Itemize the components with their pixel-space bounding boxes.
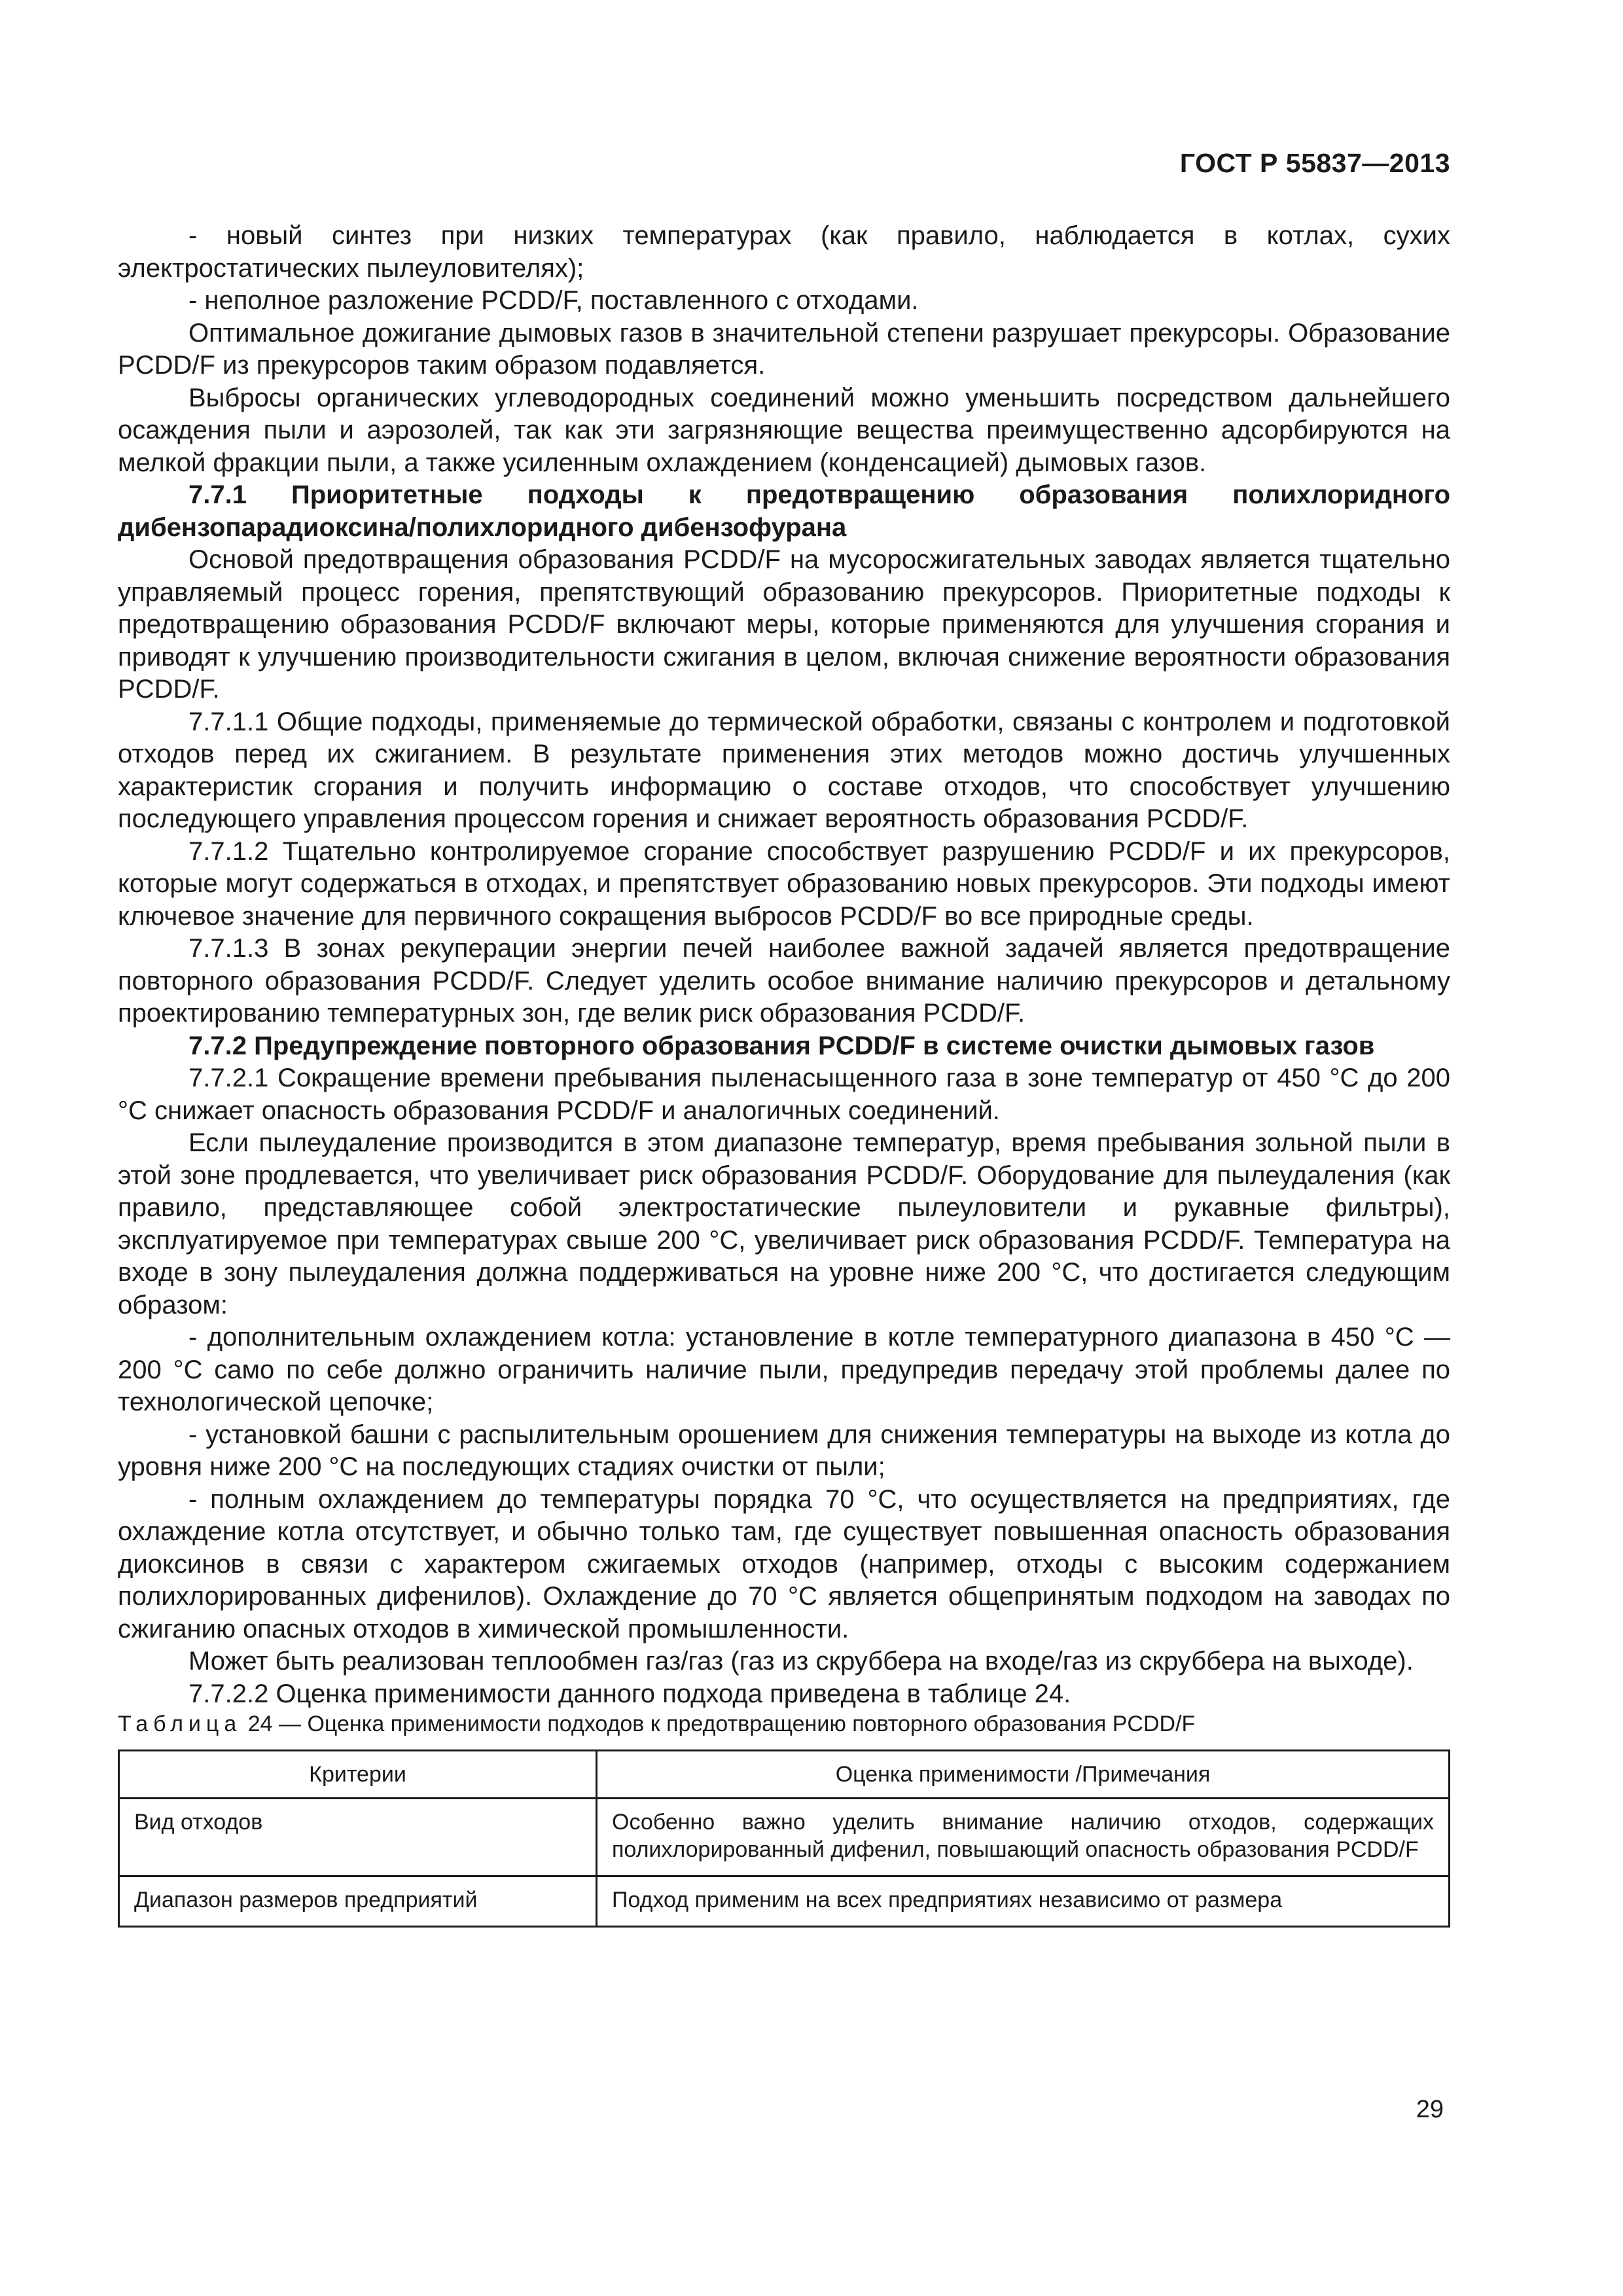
- paragraph: 7.7.1.1 Общие подходы, применяемые до термической обработки, связаны с контролем и подготовкой отходов перед их сжиганием. В результате применения этих методов можно достичь улучшенных характеристик сгорания и получить информацию о составе отходов, что способствует улучшению последующего управления процессом горения и снижает вероятность образования PCDD/F.: [118, 707, 1450, 833]
- paragraph: - дополнительным охлаждением котла: установление в котле температурного диапазона в 450 °С — 200 °С само по себе должно ограничить наличие пыли, предупредив передачу этой проблемы далее по технологической цепочке;: [118, 1323, 1450, 1416]
- section-heading-7-7-2: 7.7.2 Предупреждение повторного образования PCDD/F в системе очистки дымовых газов: [188, 1031, 1375, 1060]
- table-caption: [118, 1710, 1450, 1738]
- paragraph: Может быть реализован теплообмен газ/газ (газ из скруббера на входе/газ из скруббера на выходе).: [188, 1647, 1414, 1676]
- paragraph: - полным охлаждением до температуры порядка 70 °С, что осуществляется на предприятиях, где охлаждение котла отсутствует, и обычно только там, где существует повышенная опасность образования диоксинов в связи с характером сжигаемых отходов (например, отходы с высоким содержанием полихлорированных дифенилов). Охлаждение до 70 °С является общепринятым подходом на заводах по сжиганию опасных отходов в химической промышленности.: [118, 1484, 1450, 1643]
- document-code: ГОСТ Р 55837—2013: [1179, 148, 1450, 178]
- table-cell-criterion: Диапазон размеров предприятий: [119, 1876, 597, 1927]
- section-heading-7-7-1: 7.7.1 Приоритетные подходы к предотвращению образования полихлоридного дибензопарадиоксина/полихлоридного дибензофурана: [118, 480, 1450, 542]
- column-header-criteria: Критерии: [119, 1751, 597, 1799]
- applicability-table: [118, 1749, 1450, 1928]
- paragraph: 7.7.1.2 Тщательно контролируемое сгорание способствует разрушению PCDD/F и их прекурсоров, которые могут содержаться в отходах, и препятствует образованию новых прекурсоров. Эти подходы имеют ключевое значение для первичного сокращения выбросов PCDD/F во все природные среды.: [118, 836, 1450, 931]
- paragraph: Основой предотвращения образования PCDD/F на мусоросжигательных заводах является тщательно управляемый процесс горения, препятствующий образованию прекурсоров. Приоритетные подходы к предотвращению образования PCDD/F включают меры, которые применяются для улучшения сгорания и приводят к улучшению производительности сжигания в целом, включая снижение вероятности образования PCDD/F.: [118, 545, 1450, 704]
- table-caption-label: Таблица: [118, 1712, 242, 1736]
- table-caption-text: 24 — Оценка применимости подходов к предотвращению повторного образования PCDD/F: [247, 1712, 1196, 1736]
- document-body: [118, 220, 1450, 1928]
- column-header-assessment: Оценка применимости /Примечания: [597, 1751, 1450, 1799]
- table-cell-assessment: Подход применим на всех предприятиях независимо от размера: [597, 1876, 1450, 1927]
- paragraph: 7.7.2.1 Сокращение времени пребывания пыленасыщенного газа в зоне температур от 450 °С до 200 °С снижает опасность образования PCDD/F и аналогичных соединений.: [118, 1064, 1450, 1125]
- paragraph: 7.7.2.2 Оценка применимости данного подхода приведена в таблице 24.: [188, 1679, 1071, 1708]
- table-row: [119, 1876, 1450, 1927]
- table-cell-assessment: Особенно важно уделить внимание наличию отходов, содержащих полихлорированный дифенил, повышающий опасность образования PCDD/F: [597, 1799, 1450, 1876]
- table-cell-criterion: Вид отходов: [119, 1799, 597, 1876]
- paragraph: Оптимальное дожигание дымовых газов в значительной степени разрушает прекурсоры. Образование PCDD/F из прекурсоров таким образом подавляется.: [118, 318, 1450, 380]
- table-row: [119, 1799, 1450, 1876]
- paragraph: - новый синтез при низких температурах (как правило, наблюдается в котлах, сухих электростатических пылеуловителях);: [118, 221, 1450, 283]
- page-number: 29: [1416, 2096, 1444, 2123]
- paragraph: - установкой башни с распылительным орошением для снижения температуры на выходе из котла до уровня ниже 200 °С на последующих стадиях очистки от пыли;: [118, 1420, 1450, 1481]
- table-header-row: [119, 1751, 1450, 1799]
- paragraph: Если пылеудаление производится в этом диапазоне температур, время пребывания зольной пыли в этой зоне продлевается, что увеличивает риск образования PCDD/F. Оборудование для пылеудаления (как правило, представляющее собой электростатические пылеуловители и рукавные фильтры), эксплуатируемое при температурах свыше 200 °С, увеличивает риск образования PCDD/F. Температура на входе в зону пылеудаления должна поддерживаться на уровне ниже 200 °С, что достигается следующим образом:: [118, 1128, 1450, 1319]
- paragraph: - неполное разложение PCDD/F, поставленного с отходами.: [188, 286, 919, 315]
- paragraph: 7.7.1.3 В зонах рекуперации энергии печей наиболее важной задачей является предотвращение повторного образования PCDD/F. Следует уделить особое внимание наличию прекурсоров и детальному проектированию температурных зон, где велик риск образования PCDD/F.: [118, 934, 1450, 1028]
- paragraph: Выбросы органических углеводородных соединений можно уменьшить посредством дальнейшего осаждения пыли и аэрозолей, так как эти загрязняющие вещества преимущественно адсорбируются на мелкой фракции пыли, а также усиленным охлаждением (конденсацией) дымовых газов.: [118, 383, 1450, 477]
